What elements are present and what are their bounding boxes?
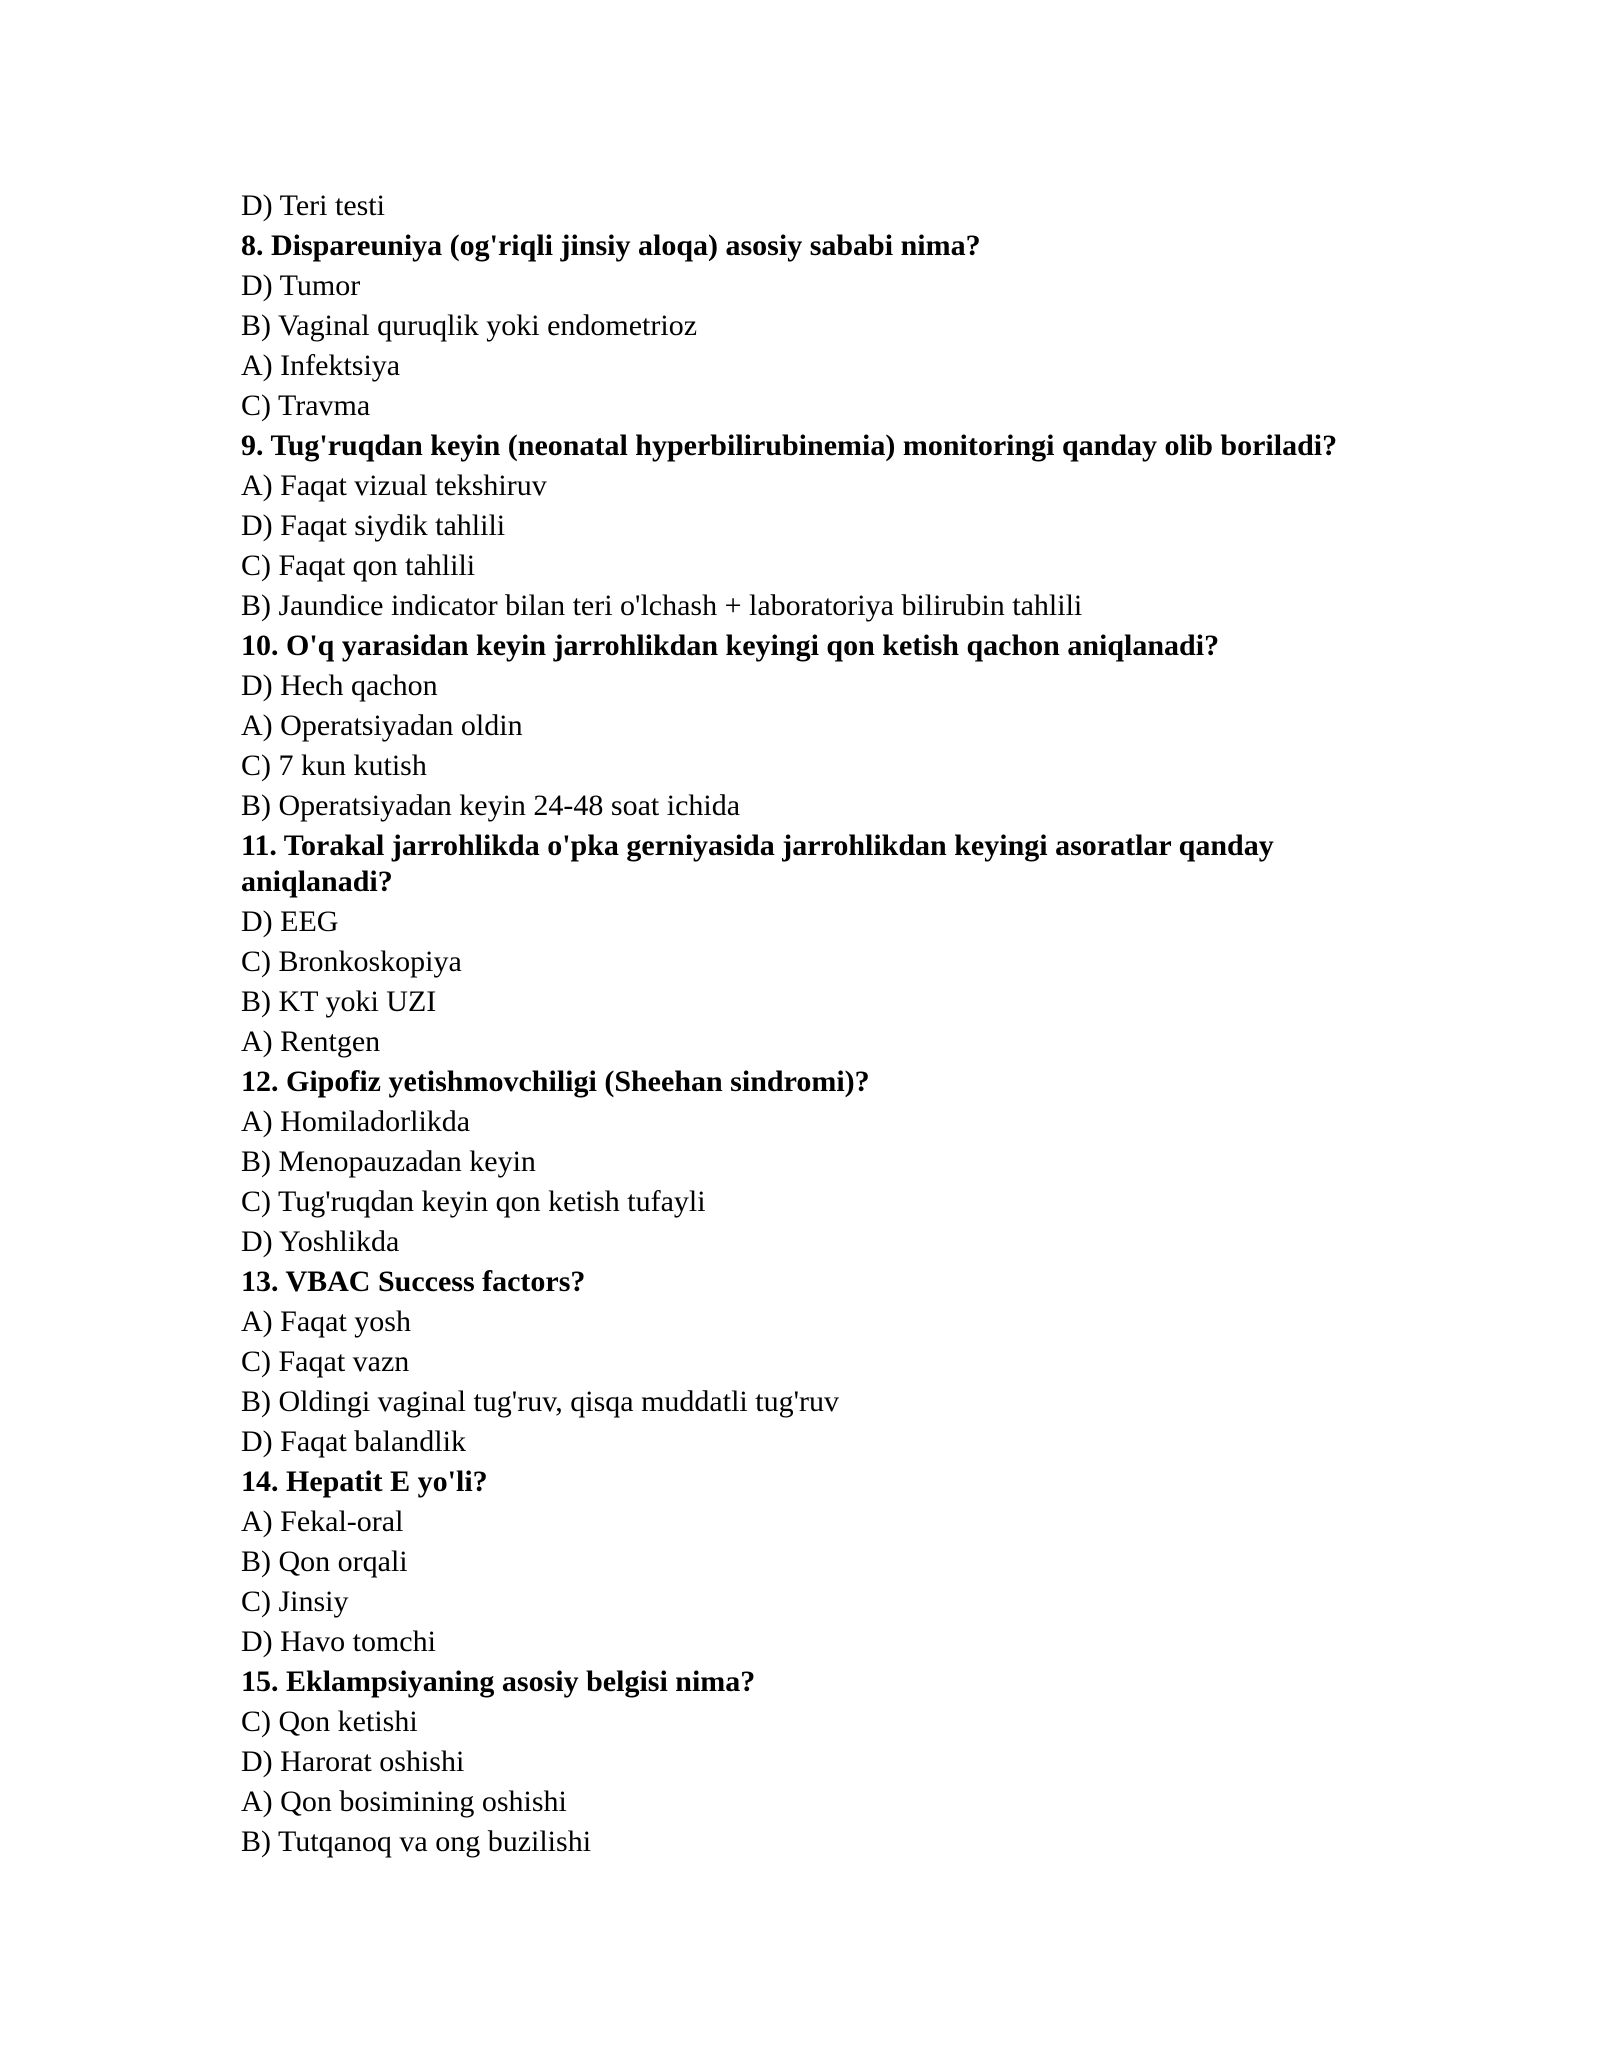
answer-option: B) KT yoki UZI (241, 985, 437, 1018)
answer-option: A) Rentgen (241, 1025, 381, 1058)
answer-option: B) Operatsiyadan keyin 24-48 soat ichida (241, 789, 741, 822)
answer-option: D) Tumor (241, 269, 361, 302)
answer-option: A) Infektsiya (241, 349, 401, 382)
question-heading: 12. Gipofiz yetishmovchiligi (Sheehan sindromi)? (241, 1065, 870, 1098)
answer-option: A) Qon bosimining oshishi (241, 1785, 567, 1818)
question-heading: 14. Hepatit E yo'li? (241, 1465, 488, 1498)
question-heading: 9. Tug'ruqdan keyin (neonatal hyperbilirubinemia) monitoringi qanday olib boriladi? (241, 429, 1338, 462)
answer-option: C) Tug'ruqdan keyin qon ketish tufayli (241, 1185, 706, 1218)
answer-option: B) Qon orqali (241, 1545, 408, 1578)
answer-option: C) Travma (241, 389, 371, 422)
question-heading: 8. Dispareuniya (og'riqli jinsiy aloqa) asosiy sababi nima? (241, 229, 981, 262)
answer-option: B) Jaundice indicator bilan teri o'lchash + laboratoriya bilirubin tahlili (241, 589, 1083, 622)
answer-option: B) Oldingi vaginal tug'ruv, qisqa muddatli tug'ruv (241, 1385, 839, 1418)
answer-option: A) Fekal-oral (241, 1505, 404, 1538)
answer-option: C) Faqat vazn (241, 1345, 410, 1378)
answer-option: B) Vaginal quruqlik yoki endometrioz (241, 309, 698, 342)
answer-option: A) Homiladorlikda (241, 1105, 471, 1138)
answer-option: A) Faqat yosh (241, 1305, 411, 1338)
question-heading: 10. O'q yarasidan keyin jarrohlikdan keyingi qon ketish qachon aniqlanadi? (241, 629, 1220, 662)
answer-option: C) 7 kun kutish (241, 749, 427, 782)
answer-option: D) Harorat oshishi (241, 1745, 465, 1778)
answer-option: B) Menopauzadan keyin (241, 1145, 536, 1178)
answer-option: A) Operatsiyadan oldin (241, 709, 523, 742)
answer-option: B) Tutqanoq va ong buzilishi (241, 1825, 592, 1858)
document-body (241, 186, 1421, 1862)
answer-option: D) Teri testi (241, 189, 385, 222)
answer-option: C) Jinsiy (241, 1585, 349, 1618)
question-heading: 11. Torakal jarrohlikda o'pka gerniyasida jarrohlikdan keyingi asoratlar qanday aniqlanadi? (241, 829, 1274, 898)
answer-option: C) Bronkoskopiya (241, 945, 462, 978)
answer-option: C) Qon ketishi (241, 1705, 418, 1738)
answer-option: D) Faqat siydik tahlili (241, 509, 506, 542)
question-heading: 15. Eklampsiyaning asosiy belgisi nima? (241, 1665, 756, 1698)
answer-option: C) Faqat qon tahlili (241, 549, 476, 582)
answer-option: D) Yoshlikda (241, 1225, 400, 1258)
answer-option: A) Faqat vizual tekshiruv (241, 469, 547, 502)
question-heading: 13. VBAC Success factors? (241, 1265, 586, 1298)
answer-option: D) Havo tomchi (241, 1625, 436, 1658)
answer-option: D) Faqat balandlik (241, 1425, 466, 1458)
answer-option: D) Hech qachon (241, 669, 438, 702)
answer-option: D) EEG (241, 905, 339, 938)
